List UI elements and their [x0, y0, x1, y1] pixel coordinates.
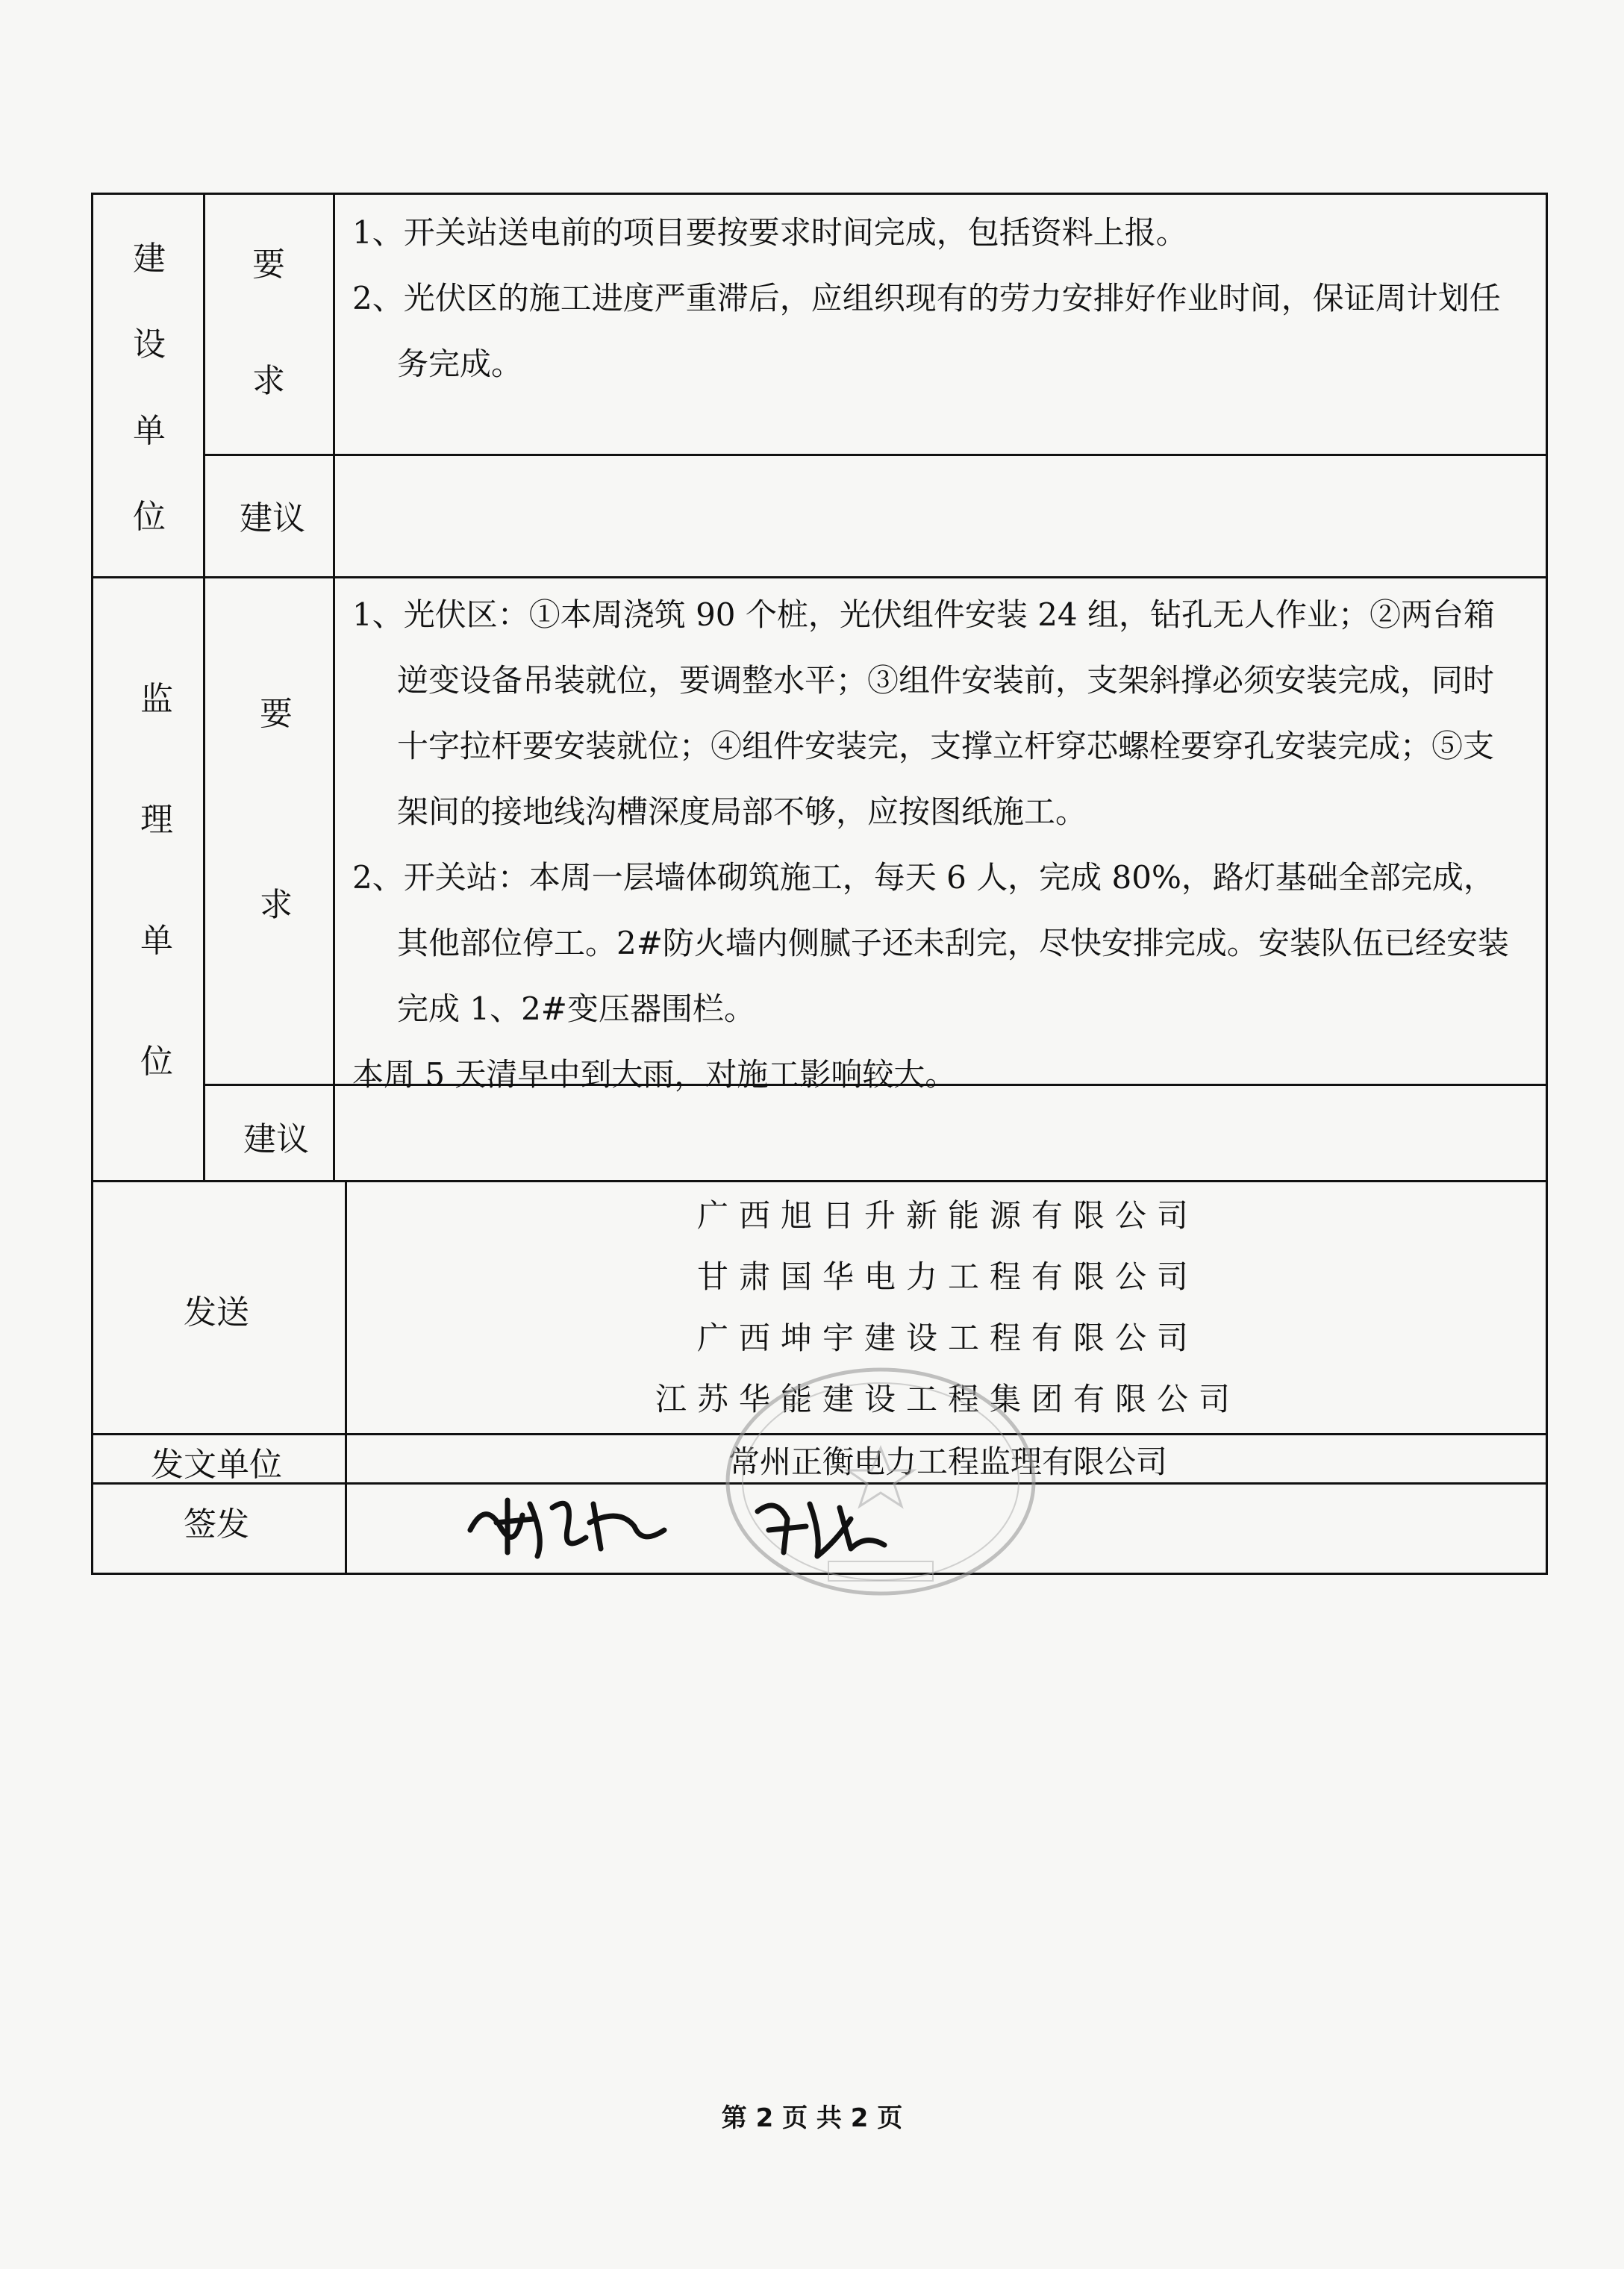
supervision-unit-char-3: 单	[140, 922, 173, 960]
construction-requirements-label	[239, 237, 299, 402]
recipient-4: 江苏华能建设工程集团有限公司	[655, 1381, 1240, 1417]
supervision-unit-label	[127, 672, 187, 1082]
construction-unit-label	[119, 231, 179, 537]
supervision-suggestion-label: 建议	[243, 1120, 309, 1158]
seal-bottom-band	[828, 1561, 933, 1581]
sup-req-char-1: 要	[260, 695, 293, 733]
construction-requirement-1: 1、开关站送电前的项目要按要求时间完成，包括资料上报。	[352, 214, 1187, 251]
construction-unit-char-3: 单	[133, 411, 166, 450]
recipient-2: 甘肃国华电力工程有限公司	[696, 1258, 1199, 1295]
supervision-note: 本周 5 天清早中到大雨，对施工影响较大。	[352, 1056, 957, 1093]
col-divider-3	[345, 1180, 347, 1575]
row-divider-construction-suggest	[203, 454, 1548, 456]
col-divider-1	[203, 193, 205, 1180]
construction-unit-char-4: 位	[133, 497, 166, 536]
supervision-unit-char-2: 理	[140, 801, 173, 839]
recipient-3: 广西坤宇建设工程有限公司	[696, 1320, 1199, 1356]
construction-requirements	[352, 200, 1524, 397]
signoff-label: 签发	[184, 1505, 249, 1544]
construction-requirement-2: 2、光伏区的施工进度严重滞后，应组织现有的劳力安排好作业时间，保证周计划任务完成。	[352, 280, 1501, 382]
send-label: 发送	[184, 1293, 249, 1332]
page-number: 第 2 页 共 2 页	[721, 2103, 903, 2133]
supervision-requirements-label	[246, 687, 306, 926]
supervision-unit-char-4: 位	[140, 1043, 173, 1081]
construction-unit-char-1: 建	[133, 240, 166, 278]
construction-suggestion-label: 建议	[240, 499, 305, 537]
signature-1	[463, 1485, 672, 1567]
req-char-2: 求	[252, 362, 285, 400]
supervision-unit-char-1: 监	[140, 680, 173, 718]
construction-unit-char-2: 设	[133, 325, 166, 364]
supervision-requirement-2: 2、开关站：本周一层墙体砌筑施工，每天 6 人，完成 80%，路灯基础全部完成，其他部位停工。2#防火墙内侧腻子还未刮完，尽快安排完成。安装队伍已经安装完成 1、2#变压器围栏。	[352, 859, 1509, 1027]
signature-2	[746, 1489, 896, 1564]
issuer-name: 常州正衡电力工程监理有限公司	[728, 1444, 1167, 1480]
col-divider-2	[333, 193, 335, 1180]
issuer-label: 发文单位	[151, 1446, 282, 1484]
row-divider-send	[91, 1180, 1548, 1182]
recipient-1: 广西旭日升新能源有限公司	[696, 1197, 1199, 1234]
req-char-1: 要	[252, 246, 285, 284]
sup-req-char-2: 求	[260, 886, 293, 924]
row-divider-supervision	[91, 576, 1548, 578]
supervision-requirements	[352, 582, 1524, 1108]
supervision-requirement-1: 1、光伏区：①本周浇筑 90 个桩，光伏组件安装 24 组，钻孔无人作业；②两台箱逆变设备吊装就位，要调整水平；③组件安装前，支架斜撑必须安装完成，同时十字拉杆要安装就位；④组件安装完，支撑立杆穿芯螺栓要穿孔安装完成；⑤支架间的接地线沟槽深度局部不够，应按图纸施工。	[352, 596, 1496, 830]
